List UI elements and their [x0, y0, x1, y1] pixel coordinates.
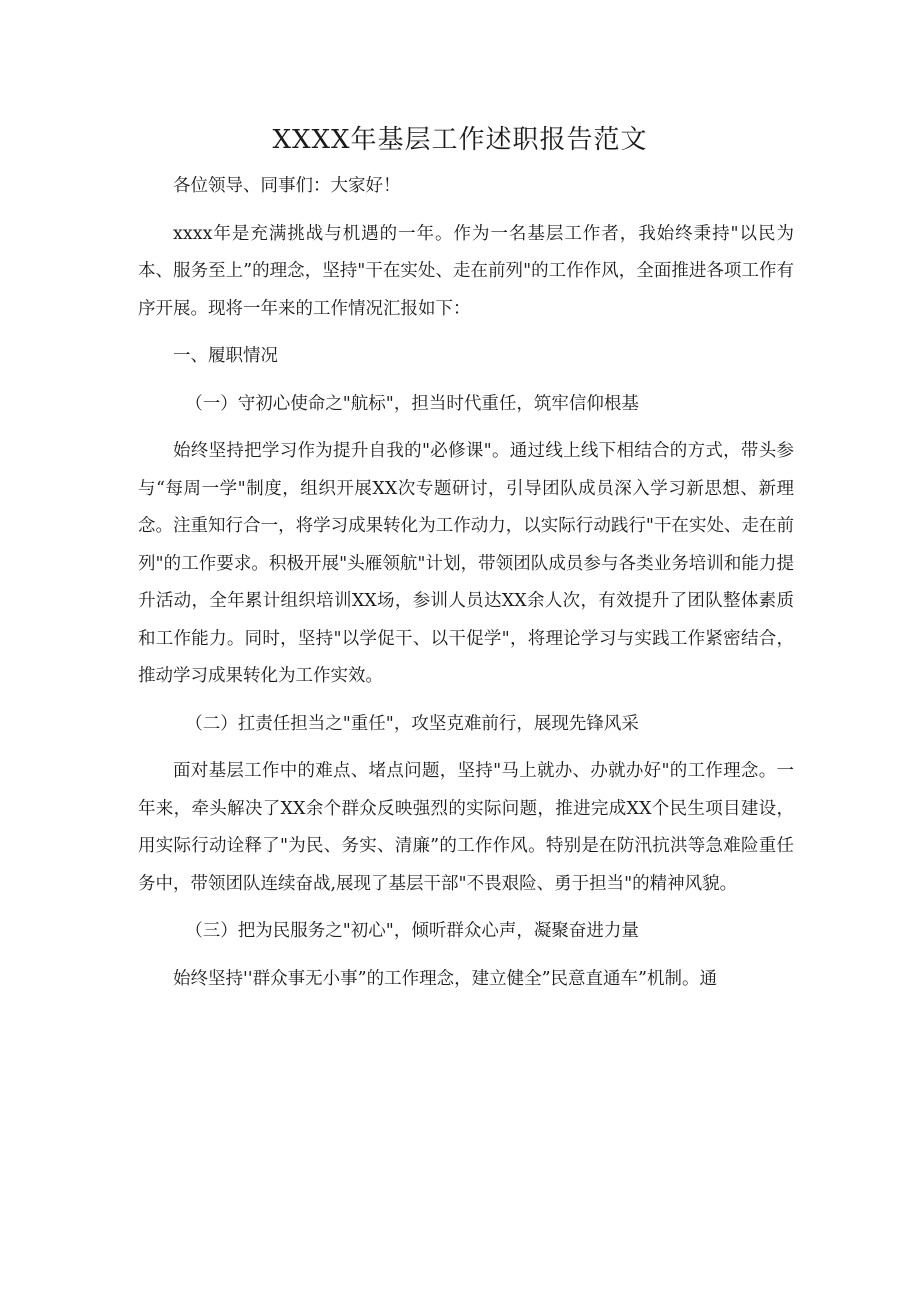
subsection-heading-2: （二）扛责任担当之"重任"，攻坚克难前行，展现先锋风采: [185, 713, 639, 734]
subsection-heading-1: （一）守初心使命之"航标"，担当时代重任，筑牢信仰根基: [185, 393, 639, 414]
section-heading-1: 一、履职情况: [173, 346, 278, 366]
subsection-body-2: 面对基层工作中的难点、堵点问题，坚持"马上就办、办就办好"的工作理念。一年来，牵头解决了XX余个群众反映强烈的实际问题，推进完成XX个民生项目建设，用实际行动诠释了"为民、务实、清廉”的工作作风。特别是在防汛抗洪等急难险重任务中，带领团队连续奋战,展现了基层干部"不畏艰险、勇于担当"的精神风貌。: [138, 761, 794, 894]
greeting-line: 各位领导、同事们：大家好！: [173, 176, 401, 196]
subsection-heading-3: （三）把为民服务之"初心"，倾听群众心声，凝聚奋进力量: [185, 921, 639, 941]
subsection-body-3: 始终坚持''群众事无小事”的工作理念，建立健全”民意直通车”机制。通: [173, 968, 717, 989]
intro-paragraph: xxxx年是充满挑战与机遇的一年。作为一名基层工作者，我始终秉持"以民为本、服务至上”的理念，坚持"干在实处、走在前列"的工作作风，全面推进各项工作有序开展。现将一年来的工作情况汇报如下：: [138, 223, 794, 319]
document-title: XXXX年基层工作述职报告范文: [272, 125, 648, 155]
document-body: [138, 168, 794, 1008]
subsection-body-1: 始终坚持把学习作为提升自我的"必修课"。通过线上线下相结合的方式，带头参与“每周一学"制度，组织开展XX次专题研讨，引导团队成员深入学习新思想、新理念。注重知行合一，将学习成果转化为工作动力，以实际行动践行"干在实处、走在前列"的工作要求。积极开展"头雁领航"计划，带领团队成员参与各类业务培训和能力提升活动，全年累计组织培训XX场，参训人员达XX余人次，有效提升了团队整体素质和工作能力。同时，坚持"以学促干、以干促学"，将理论学习与实践工作紧密结合，推动学习成果转化为工作实效。: [138, 441, 794, 686]
